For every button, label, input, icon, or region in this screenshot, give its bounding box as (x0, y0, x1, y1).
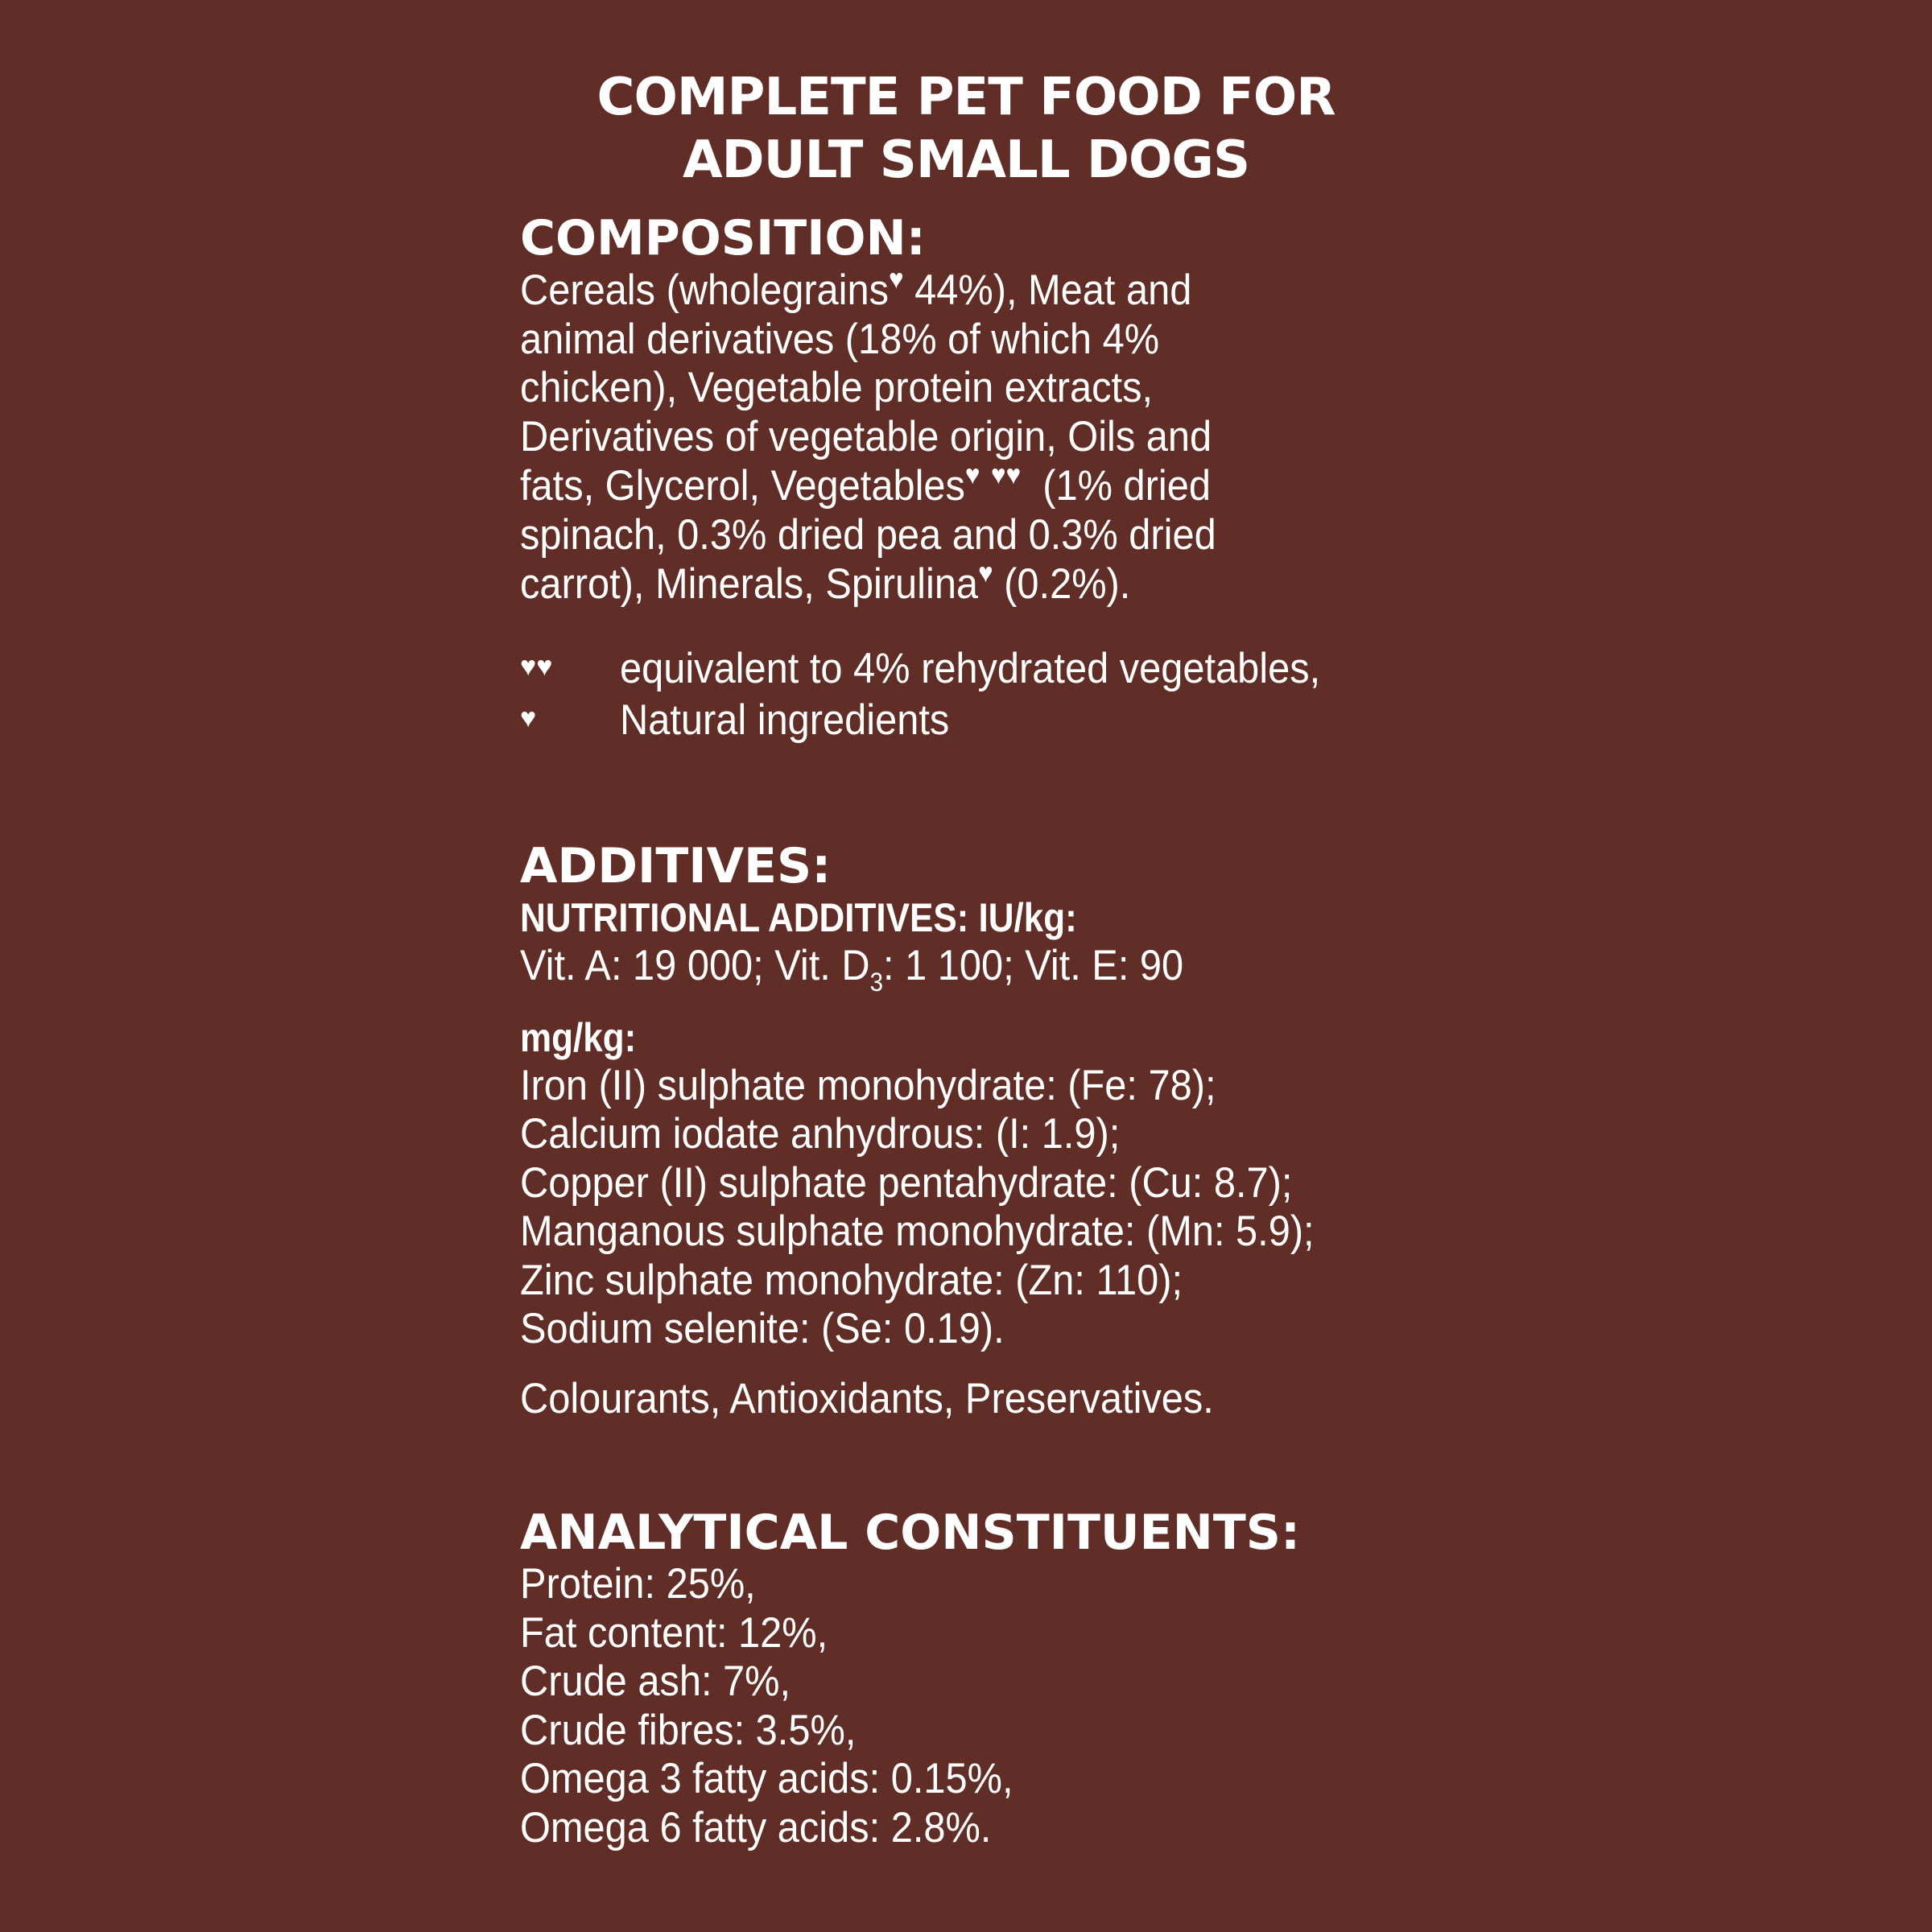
constituent-item: Crude ash: 7%, (520, 1657, 791, 1705)
composition-line: Cereals (wholegrains (520, 266, 890, 314)
additives-section (520, 839, 1470, 1423)
constituent-item: Omega 3 fatty acids: 0.15%, (520, 1755, 1013, 1802)
composition-line: fats, Glycerol, Vegetables (520, 462, 965, 510)
product-title (0, 66, 1932, 192)
analytical-section (520, 1505, 1470, 1852)
constituent-item: Omega 6 fatty acids: 2.8%. (520, 1803, 992, 1852)
mgkg-heading: mg/kg: (520, 1014, 637, 1060)
composition-line: 44%), Meat and (903, 266, 1192, 314)
mineral-item: Sodium selenite: (Se: 0.19). (520, 1305, 1005, 1352)
composition-line: (0.2%). (993, 560, 1131, 608)
constituent-item: Protein: 25%, (520, 1560, 756, 1608)
composition-text (520, 266, 1394, 609)
composition-line: Derivatives of vegetable origin, Oils and (520, 412, 1212, 460)
composition-line: spinach, 0.3% dried pea and 0.3% dried (520, 510, 1216, 559)
legend-text: Natural ingredients (620, 696, 950, 744)
vitamins-text: Vit. A: 19 000; Vit. D (520, 942, 870, 989)
vitamin-d-subscript: 3 (869, 968, 883, 997)
composition-line: chicken), Vegetable protein extracts, (520, 364, 1154, 411)
heart-icon: ♥ (889, 264, 904, 295)
legend-text: equivalent to 4% rehydrated vegetables, (620, 644, 1321, 692)
additives-heading: ADDITIVES: (520, 838, 832, 894)
vitamins-line (520, 942, 1394, 997)
heart-icon: ♥ (964, 460, 980, 490)
vitamins-text: : 1 100; Vit. E: 90 (882, 942, 1184, 989)
composition-line: animal derivatives (18% of which 4% (520, 315, 1160, 363)
constituent-item: Crude fibres: 3.5%, (520, 1706, 857, 1754)
product-title-line-2: ADULT SMALL DOGS (682, 130, 1250, 190)
composition-line: carrot), Minerals, Spirulina (520, 560, 979, 608)
heart-icon: ♥ (978, 558, 993, 588)
product-title-line-1: COMPLETE PET FOOD FOR (597, 68, 1335, 127)
analytical-heading: ANALYTICAL CONSTITUENTS: (520, 1505, 1300, 1561)
composition-heading: COMPOSITION: (520, 210, 926, 266)
mineral-item: Zinc sulphate monohydrate: (Zn: 110); (520, 1256, 1183, 1304)
double-heart-icon: ♥♥ (520, 650, 553, 682)
heart-icon: ♥ (520, 702, 537, 733)
mineral-item: Iron (II) sulphate monohydrate: (Fe: 78); (520, 1061, 1216, 1109)
constituent-item: Fat content: 12%, (520, 1608, 828, 1657)
mineral-item: Calcium iodate anhydrous: (I: 1.9); (520, 1110, 1121, 1158)
legend-item (520, 643, 1470, 695)
other-additives: Colourants, Antioxidants, Preservatives. (520, 1374, 1214, 1422)
heart-icon: ♥♥ (991, 460, 1022, 490)
analytical-list (520, 1560, 1394, 1852)
nutritional-additives-heading: NUTRITIONAL ADDITIVES: IU/kg: (520, 895, 1077, 940)
mineral-item: Copper (II) sulphate pentahydrate: (Cu: 8.7); (520, 1158, 1293, 1207)
minerals-list (520, 1062, 1394, 1354)
ingredient-legend (520, 643, 1470, 746)
composition-line: (1% dried (1031, 462, 1211, 510)
composition-section (520, 211, 1470, 746)
mineral-item: Manganous sulphate monohydrate: (Mn: 5.9); (520, 1208, 1315, 1255)
legend-item (520, 695, 1470, 746)
